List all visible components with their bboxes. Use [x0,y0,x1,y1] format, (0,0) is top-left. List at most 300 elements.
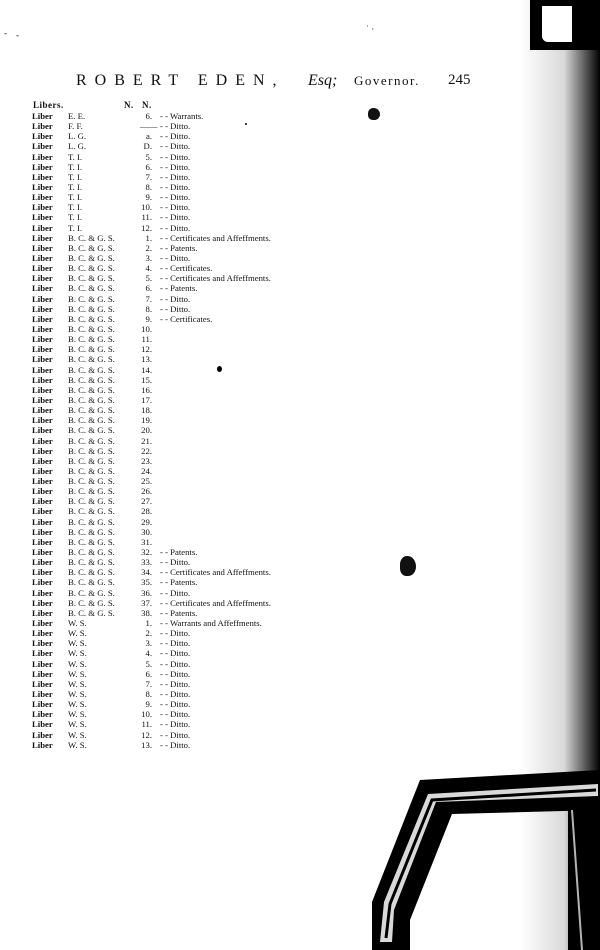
liber-row [32,365,352,375]
liber-description: - - Patents. [160,607,198,618]
liber-code: B. C. & G. S. [68,323,115,334]
liber-row [32,314,352,324]
liber-description: - - Ditto. [160,181,191,192]
liber-label: Liber [32,435,53,446]
liber-label: Liber [32,445,53,456]
margin-mark: ‐ [4,28,7,38]
liber-number: 5. [145,273,152,284]
liber-number: a. [145,131,152,142]
liber-label: Liber [32,161,53,172]
liber-label: Liber [32,131,53,142]
liber-row [32,730,352,740]
liber-code: B. C. & G. S. [68,486,115,497]
liber-number: 7. [145,171,152,182]
liber-description: - - Ditto. [160,171,191,182]
liber-label: Liber [32,719,53,730]
liber-label: Liber [32,465,53,476]
liber-label: Liber [32,121,53,132]
liber-label: Liber [32,364,53,375]
liber-number: 15. [141,374,152,385]
liber-code: B. C. & G. S. [68,597,115,608]
running-header [76,72,476,96]
liber-code: T. I. [68,222,83,233]
liber-number: 7. [145,293,152,304]
liber-code: B. C. & G. S. [68,334,115,345]
liber-row [32,162,352,172]
liber-description: - - Certificates. [160,313,213,324]
liber-label: Liber [32,739,53,750]
liber-row [32,648,352,658]
ink-blot [368,108,380,120]
liber-code: B. C. & G. S. [68,364,115,375]
liber-number: 17. [141,394,152,405]
liber-label: Liber [32,425,53,436]
liber-row [32,659,352,669]
liber-number: 12. [141,344,152,355]
liber-code: W. S. [68,729,87,740]
liber-code: W. S. [68,739,87,750]
liber-code: B. C. & G. S. [68,465,115,476]
liber-number: 34. [141,567,152,578]
liber-number: 1. [145,618,152,629]
liber-code: B. C. & G. S. [68,506,115,517]
liber-description: - - Ditto. [160,121,191,132]
liber-description: - - Ditto. [160,729,191,740]
liber-code: B. C. & G. S. [68,405,115,416]
liber-row [32,719,352,729]
liber-code: W. S. [68,618,87,629]
liber-number: 27. [141,496,152,507]
liber-number: 12. [141,222,152,233]
liber-number: 30. [141,526,152,537]
liber-number: 31. [141,536,152,547]
liber-row [32,506,352,516]
liber-row [32,557,352,567]
liber-number: 5. [145,151,152,162]
liber-row [32,588,352,598]
liber-code: B. C. & G. S. [68,577,115,588]
liber-number: 21. [141,435,152,446]
liber-number: 20. [141,425,152,436]
liber-label: Liber [32,658,53,669]
liber-number: 2. [145,628,152,639]
liber-label: Liber [32,313,53,324]
liber-code: T. I. [68,192,83,203]
liber-label: Liber [32,283,53,294]
liber-label: Liber [32,455,53,466]
liber-label: Liber [32,354,53,365]
liber-number: 37. [141,597,152,608]
column-header-libers: Libers. [33,100,64,110]
liber-code: W. S. [68,648,87,659]
liber-row [32,131,352,141]
liber-description: - - Warrants. [160,111,204,121]
liber-code: L. G. [68,141,87,152]
liber-label: Liber [32,334,53,345]
liber-description: - - Ditto. [160,709,191,720]
liber-row [32,456,352,466]
liber-code: B. C. & G. S. [68,435,115,446]
liber-row [32,577,352,587]
liber-row [32,294,352,304]
liber-code: T. I. [68,161,83,172]
liber-row [32,202,352,212]
liber-code: B. C. & G. S. [68,252,115,263]
liber-label: Liber [32,151,53,162]
liber-code: T. I. [68,171,83,182]
liber-row [32,669,352,679]
liber-code: L. G. [68,131,87,142]
liber-description: - - Ditto. [160,192,191,203]
liber-number: 13. [141,739,152,750]
liber-row [32,709,352,719]
liber-label: Liber [32,709,53,720]
liber-row [32,192,352,202]
liber-number: 32. [141,547,152,558]
liber-row [32,638,352,648]
liber-code: B. C. & G. S. [68,425,115,436]
liber-code: W. S. [68,689,87,700]
liber-number: 13. [141,354,152,365]
liber-label: Liber [32,263,53,274]
liber-description: - - Ditto. [160,252,191,263]
margin-mark: ˙ · [366,24,375,34]
liber-code: B. C. & G. S. [68,536,115,547]
liber-number: 35. [141,577,152,588]
liber-row [32,466,352,476]
liber-row [32,405,352,415]
liber-row [32,304,352,314]
liber-number: 36. [141,587,152,598]
liber-description: - - Ditto. [160,557,191,568]
liber-code: B. C. & G. S. [68,273,115,284]
liber-label: Liber [32,516,53,527]
liber-label: Liber [32,202,53,213]
header-name: ROBERT EDEN, [76,72,285,89]
liber-description: - - Patents. [160,577,198,588]
liber-row [32,354,352,364]
liber-label: Liber [32,273,53,284]
liber-row [32,537,352,547]
liber-label: Liber [32,557,53,568]
liber-number: 7. [145,678,152,689]
liber-row [32,496,352,506]
liber-label: Liber [32,222,53,233]
column-header-n1: N. [124,100,134,110]
liber-code: B. C. & G. S. [68,293,115,304]
liber-description: - - Certificates and Affeffments. [160,273,271,284]
liber-row [32,618,352,628]
liber-number: 8. [145,181,152,192]
liber-code: B. C. & G. S. [68,567,115,578]
liber-number: 19. [141,415,152,426]
ink-speck [217,366,222,372]
liber-code: B. C. & G. S. [68,516,115,527]
liber-label: Liber [32,699,53,710]
liber-description: - - Ditto. [160,638,191,649]
liber-label: Liber [32,587,53,598]
liber-number: 9. [145,699,152,710]
liber-number: 11. [141,334,152,345]
liber-row [32,395,352,405]
liber-row [32,121,352,131]
liber-row [32,446,352,456]
ink-speck [245,123,247,125]
liber-label: Liber [32,536,53,547]
liber-number: 14. [141,364,152,375]
liber-code: B. C. & G. S. [68,232,115,243]
liber-code: B. C. & G. S. [68,354,115,365]
liber-description: - - Ditto. [160,658,191,669]
liber-row [32,344,352,354]
liber-description: - - Ditto. [160,689,191,700]
liber-label: Liber [32,567,53,578]
page-number: 245 [448,72,471,88]
liber-code: B. C. & G. S. [68,415,115,426]
liber-label: Liber [32,303,53,314]
liber-number: 23. [141,455,152,466]
page-corner-gap [542,6,572,42]
liber-number: 11. [141,719,152,730]
liber-number: 10. [141,323,152,334]
liber-number: 25. [141,476,152,487]
liber-label: Liber [32,111,53,121]
liber-row [32,253,352,263]
liber-label: Liber [32,344,53,355]
liber-row [32,476,352,486]
liber-label: Liber [32,141,53,152]
liber-row [32,111,352,121]
liber-number: 33. [141,557,152,568]
liber-number: 12. [141,729,152,740]
liber-code: B. C. & G. S. [68,313,115,324]
liber-code: B. C. & G. S. [68,607,115,618]
liber-row [32,223,352,233]
liber-description: - - Patents. [160,283,198,294]
liber-number: D. [143,141,152,152]
liber-description: - - Warrants and Affeffments. [160,618,262,629]
liber-description: - - Patents. [160,547,198,558]
liber-label: Liber [32,729,53,740]
liber-code: B. C. & G. S. [68,242,115,253]
liber-row [32,436,352,446]
liber-description: - - Ditto. [160,222,191,233]
liber-description: - - Ditto. [160,699,191,710]
liber-label: Liber [32,648,53,659]
liber-row [32,415,352,425]
liber-label: Liber [32,506,53,517]
liber-row [32,425,352,435]
liber-label: Liber [32,374,53,385]
liber-label: Liber [32,192,53,203]
liber-label: Liber [32,171,53,182]
liber-row [32,628,352,638]
liber-label: Liber [32,577,53,588]
liber-number: 6. [145,111,152,121]
liber-row [32,243,352,253]
liber-number: 3. [145,638,152,649]
liber-row [32,567,352,577]
liber-description: - - Ditto. [160,628,191,639]
liber-row [32,172,352,182]
liber-row [32,273,352,283]
page-corner-shadow [530,0,600,50]
liber-code: B. C. & G. S. [68,344,115,355]
liber-row [32,263,352,273]
margin-mark: ‐ [16,30,19,40]
liber-row [32,608,352,618]
liber-label: Liber [32,415,53,426]
liber-row [32,283,352,293]
liber-code: W. S. [68,709,87,720]
liber-code: B. C. & G. S. [68,476,115,487]
liber-number: 24. [141,465,152,476]
liber-code: T. I. [68,151,83,162]
liber-row [32,375,352,385]
liber-label: Liber [32,405,53,416]
liber-description: - - Certificates and Affeffments. [160,232,271,243]
liber-number: 9. [145,313,152,324]
liber-number: 6. [145,161,152,172]
liber-description: - - Ditto. [160,161,191,172]
liber-description: - - Ditto. [160,303,191,314]
liber-list [32,111,352,750]
liber-number: 16. [141,384,152,395]
liber-number: —— [140,121,158,132]
liber-code: B. C. & G. S. [68,557,115,568]
liber-number: 18. [141,405,152,416]
column-header-n2: N. [142,100,152,110]
liber-code: W. S. [68,678,87,689]
liber-code: B. C. & G. S. [68,263,115,274]
liber-description: - - Ditto. [160,739,191,750]
liber-label: Liber [32,628,53,639]
liber-code: W. S. [68,638,87,649]
liber-label: Liber [32,678,53,689]
ink-blot [400,556,416,576]
liber-row [32,598,352,608]
liber-number: 5. [145,658,152,669]
liber-description: - - Ditto. [160,678,191,689]
liber-number: 1. [145,232,152,243]
liber-label: Liber [32,638,53,649]
liber-row [32,141,352,151]
liber-description: - - Ditto. [160,212,191,223]
liber-number: 26. [141,486,152,497]
liber-number: 28. [141,506,152,517]
liber-code: W. S. [68,699,87,710]
liber-label: Liber [32,486,53,497]
header-esq: Esq; [308,72,338,89]
liber-label: Liber [32,496,53,507]
liber-description: - - Ditto. [160,141,191,152]
liber-row [32,689,352,699]
header-title: Governor. [354,73,420,88]
liber-row [32,517,352,527]
liber-code: E. E. [68,111,86,121]
liber-row [32,334,352,344]
liber-number: 2. [145,242,152,253]
liber-description: - - Ditto. [160,719,191,730]
liber-number: 3. [145,252,152,263]
liber-label: Liber [32,597,53,608]
liber-number: 9. [145,192,152,203]
liber-label: Liber [32,689,53,700]
liber-code: B. C. & G. S. [68,445,115,456]
liber-number: 4. [145,648,152,659]
liber-row [32,547,352,557]
liber-code: B. C. & G. S. [68,283,115,294]
liber-code: F. F. [68,121,83,132]
liber-description: - - Ditto. [160,668,191,679]
liber-label: Liber [32,668,53,679]
liber-row [32,486,352,496]
liber-code: B. C. & G. S. [68,587,115,598]
liber-code: B. C. & G. S. [68,526,115,537]
liber-code: B. C. & G. S. [68,394,115,405]
liber-code: W. S. [68,719,87,730]
liber-label: Liber [32,293,53,304]
liber-code: B. C. & G. S. [68,303,115,314]
liber-number: 29. [141,516,152,527]
liber-row [32,527,352,537]
liber-label: Liber [32,232,53,243]
liber-label: Liber [32,323,53,334]
liber-row [32,233,352,243]
liber-number: 8. [145,303,152,314]
liber-label: Liber [32,476,53,487]
liber-description: - - Ditto. [160,293,191,304]
liber-label: Liber [32,526,53,537]
liber-code: T. I. [68,181,83,192]
liber-label: Liber [32,242,53,253]
liber-row [32,740,352,750]
liber-row [32,385,352,395]
liber-description: - - Ditto. [160,648,191,659]
liber-label: Liber [32,212,53,223]
liber-label: Liber [32,394,53,405]
liber-number: 6. [145,668,152,679]
liber-description: - - Certificates. [160,263,213,274]
liber-code: B. C. & G. S. [68,496,115,507]
liber-description: - - Patents. [160,242,198,253]
liber-label: Liber [32,181,53,192]
liber-row [32,212,352,222]
liber-label: Liber [32,384,53,395]
liber-code: B. C. & G. S. [68,455,115,466]
liber-number: 22. [141,445,152,456]
liber-label: Liber [32,547,53,558]
liber-code: T. I. [68,202,83,213]
liber-description: - - Ditto. [160,587,191,598]
liber-code: B. C. & G. S. [68,547,115,558]
liber-code: B. C. & G. S. [68,374,115,385]
liber-number: 8. [145,689,152,700]
liber-description: - - Ditto. [160,151,191,162]
liber-number: 38. [141,607,152,618]
liber-number: 4. [145,263,152,274]
liber-description: - - Certificates and Affeffments. [160,567,271,578]
liber-row [32,152,352,162]
liber-number: 6. [145,283,152,294]
liber-row [32,324,352,334]
liber-label: Liber [32,618,53,629]
liber-description: - - Ditto. [160,131,191,142]
binding-clip-shadow [372,770,600,950]
liber-code: W. S. [68,628,87,639]
liber-label: Liber [32,607,53,618]
liber-description: - - Ditto. [160,202,191,213]
